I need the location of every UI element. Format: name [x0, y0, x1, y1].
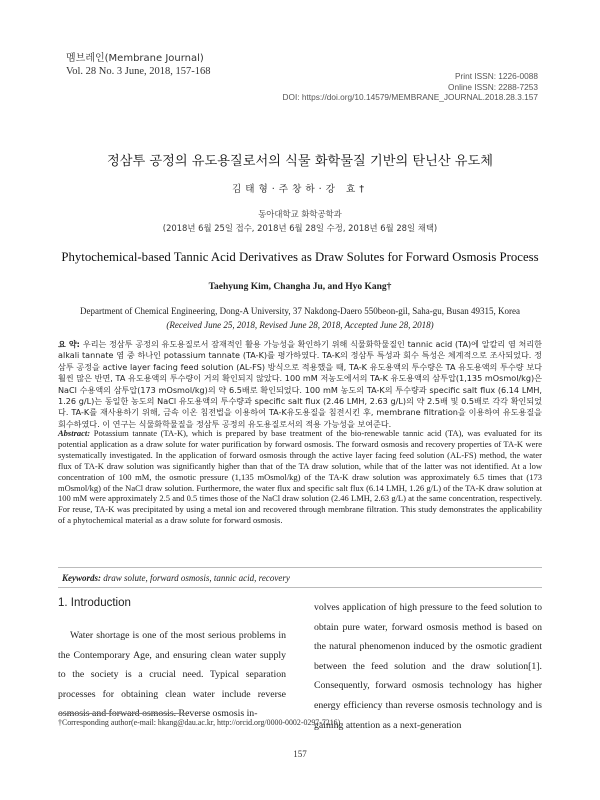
online-issn: Online ISSN: 2288-7253	[448, 81, 538, 92]
doi-link[interactable]: DOI: https://doi.org/10.14579/MEMBRANE_JOURNAL.2018.28.3.157	[282, 92, 538, 103]
title-english: Phytochemical-based Tannic Acid Derivatives as Draw Solutes for Forward Osmosis Process	[61, 250, 539, 264]
authors-english: Taehyung Kim, Changha Ju, and Hyo Kang†	[208, 282, 392, 292]
affiliation-korean: 동아대학교 화학공학과	[258, 209, 342, 219]
title-korean: 정삼투 공정의 유도용질로서의 식물 화학물질 기반의 탄닌산 유도체	[106, 154, 494, 169]
keywords-text: draw solute, forward osmosis, tannic acid, recovery	[103, 573, 290, 583]
keywords-box	[58, 567, 542, 588]
journal-name: 멤브레인(Membrane Journal)	[66, 53, 204, 64]
authors-korean: 김태형·주창하·강 효†	[231, 184, 369, 195]
dates-english: (Received June 25, 2018, Revised June 28, 2018, Accepted June 28, 2018)	[166, 320, 434, 330]
abstract-korean-text: 우리는 정삼투 공정의 유도용질로서 잠재적인 활용 가능성을 확인하기 위해 식물화학물질인 tannic acid (TA)에 알칼리 염 처리한 alkali tannate 염 중 하나인 potassium tannate (TA-K)를 평가하였다. TA-K의 정삼투 특성과 회수 특성은 체계적으로 조사되었다. 정삼투 공정을 active layer facing feed solution (AL-FS) 방식으로 적용했을 때, TA-K 유도용액의 투수량은 TA 유도용액의 투수량 보다 훨씬 많은 반면, TA 유도용액의 투수량이 거의 확인되지 않았다. 100 mM 저농도에서의 TA-K 유도용액의 삼투압(1,135 mOsmol/kg)은 NaCl 수용액의 삼투압(173 mOsmol/kg)의 약 6.5배로 확인되었다. 100 mM 농도의 TA-K의 투수량과 specific salt flux (6.14 LMH, 1.26 g/L)는 동일한 농도의 NaCl 유도용액의 투수량과 specific salt flux (2.46 LMH, 2.63 g/L)의 약 2.5배 및 0.5배로 각각 확인되었다. TA-K를 재사용하기 위해, 금속 이온 침전법을 이용하여 TA-K유도용질을 침전시킨 후, membrane filtration을 이용하여 유도용질을 회수하였다. 이 연구는 식물화학물질을 정삼투 공정의 유도용질로서의 적용 가능성을 보여준다.	[58, 339, 542, 429]
intro-column-left: Water shortage is one of the most serious problems in the Contemporary Age, and ensuring clean water supply to the society is a crucial need. Typical separation processes for obtaining clean water include reverse osmosis and forward osmosis. Reverse osmosis in-	[58, 630, 286, 720]
keywords-label: Keywords:	[62, 573, 104, 583]
journal-volume: Vol. 28 No. 3 June, 2018, 157-168	[66, 66, 211, 77]
abstract-korean-label: 요 약:	[58, 339, 83, 349]
footnote: †Corresponding author(e-mail: hkang@dau.ac.kr, http://orcid.org/0000-0002-0297-7216)	[58, 718, 341, 727]
intro-column-right: volves application of high pressure to the feed solution to obtain pure water, forward osmosis method is based on the natural phenomenon induced by the osmotic gradient between the feed solution and the draw solution[1]. Consequently, forward osmosis technology has higher energy efficiency than reverse osmosis technology and is gaining attention as a next-generation	[314, 602, 542, 731]
abstract-english-label: Abstract:	[58, 428, 94, 438]
affiliation-english: Department of Chemical Engineering, Dong-A University, 37 Nakdong-Daero 550beon-gil, Saha-gu, Busan 49315, Korea	[79, 306, 521, 316]
publication-meta	[283, 71, 539, 103]
abstract-english	[58, 428, 542, 526]
print-issn: Print ISSN: 1226-0088	[454, 71, 538, 81]
section-heading: 1. Introduction	[58, 597, 131, 609]
page-number: 157	[293, 749, 307, 759]
footnote-divider	[58, 713, 188, 714]
dates-korean: (2018년 6월 25일 접수, 2018년 6월 28일 수정, 2018년 6월 28일 채택)	[162, 223, 438, 233]
abstract-korean	[58, 339, 542, 430]
abstract-english-text: Potassium tannate (TA-K), which is prepared by base treatment of the bio-renewable tannic acid (TA), was evaluated for its potential application as a draw solute for water purification by forward osmosis. The forward osmosis and recovery properties of TA-K were systematically investigated. In the application of forward osmosis through the active layer facing feed solution (AL-FS) method, the water flux of TA-K draw solution was significantly higher than that of the TA draw solution, while that of the latter was not identified. At a low concentration of 100 mM, the osmotic pressure (1,135 mOsmol/kg) of the TA-K draw solution was approximately 6.5 times that (173 mOsmol/kg) of the NaCl draw solution. Furthermore, the water flux and specific salt flux (6.14 LMH, 1.26 g/L) of the TA-K draw solution at 100 mM were approximately 2.5 and 0.5 times those of the NaCl draw solution (2.46 LMH, 2.63 g/L) at the same concentration, respectively. For reuse, TA-K was precipitated by using a metal ion and recovered through membrane filtration. This study demonstrates the applicability of a phytochemical material as a draw solute for forward osmosis.	[58, 428, 542, 526]
